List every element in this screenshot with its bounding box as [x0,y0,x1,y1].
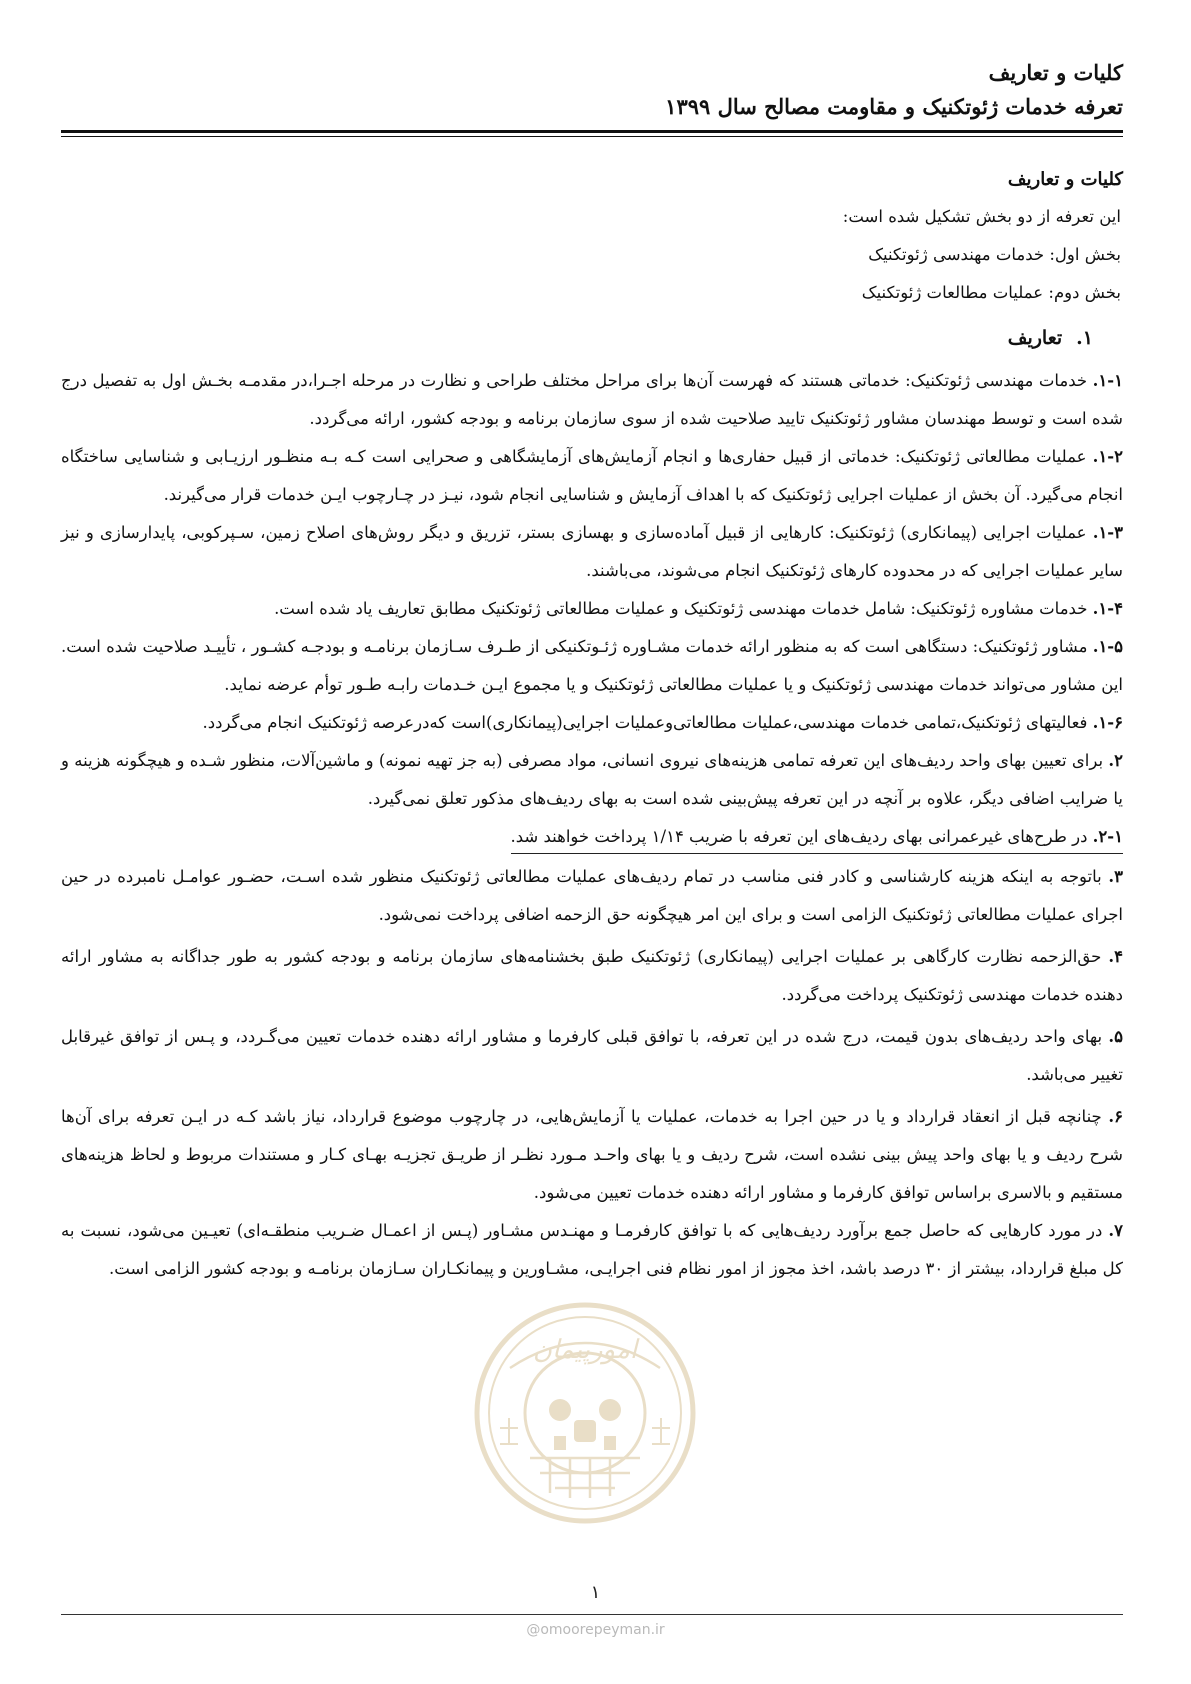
svg-text:امورپیمان: امورپیمان [532,1335,638,1365]
paragraph-number: ۱-۳. [1092,523,1124,542]
paragraph-number: ۱-۶. [1092,713,1123,732]
paragraph-1-6 [61,704,1123,742]
paragraph-number: ۴. [1108,947,1124,966]
page-number: ۱ [590,1582,601,1603]
intro-line: بخش اول: خدمات مهندسی ژئوتکنیک [868,245,1121,264]
paragraph-7 [61,1212,1123,1288]
paragraph-text: حق‌الزحمه نظارت کارگاهی بر عملیات اجرایی (پیمانکاری) ژئوتکنیک طبق بخشنامه‌های سازمان برنامه و بودجه کشور به طور جداگانه به مشاور ارائه دهنده خدمات مهندسی ژئوتکنیک پرداخت می‌گردد. [61,947,1123,1004]
paragraph-number: ۱-۱. [1092,371,1123,390]
paragraph-2-1 [61,818,1123,858]
definitions-heading [61,316,1123,360]
paragraph-text: عملیات اجرایی (پیمانکاری) ژئوتکنیک: کارهایی از قبیل آماده‌سازی و بهسازی بستر، تزریق و دیگر روش‌های اصلاح زمین، سـپرکوبی، پایدارسازی و نیز سایر عملیات اجرایی که در محدوده کارهای ژئوتکنیک انجام می‌شوند، می‌باشند. [61,523,1123,580]
paragraph-2 [61,742,1123,818]
paragraph-number: ۲. [1108,751,1123,770]
paragraph-1-5 [61,628,1123,704]
paragraph-3 [61,858,1123,934]
footer-rule [61,1614,1123,1615]
page-header [83,56,1123,124]
paragraph-1-2 [61,438,1123,514]
paragraph-1-3 [61,514,1123,590]
paragraph-text: برای تعیین بهای واحد ردیف‌های این تعرفه تمامی هزینه‌های نیروی انسانی، مواد مصرفی (به جز تهیه نمونه) و ماشین‌آلات، منظور شـده و هیچگونه هزینه و یا ضرایب اضافی دیگر، علاوه بر آنچه در این تعرفه پیش‌بینی شده است به بهای ردیف‌های مذکور تعلق نمی‌گیرد. [61,751,1123,808]
section-title: کلیات و تعاریف [1007,169,1123,190]
paragraph-text: خدمات مهندسی ژئوتکنیک: خدماتی هستند که فهرست آن‌ها برای مراحل مختلف طراحی و نظارت در مرحله اجـرا،در مقدمـه بخـش اول به تفصیل درج شده است و توسط مهندسان مشاور ژئوتکنیک تایید صلاحیت شده از سوی سازمان برنامه و بودجه کشور، ارائه می‌گردد. [61,371,1123,428]
paragraph-number: ۳. [1108,867,1123,886]
paragraph-text: چنانچه قبل از انعقاد قرارداد و یا در حین اجرا به خدمات، عملیات یا آزمایش‌هایی، در چارچوب موضوع قرارداد، نیاز باشد کـه در ایـن تعرفه برای آن‌ها شرح ردیف و یا بهای واحد پیش بینی نشده است، شرح ردیف و یا بهای واحـد مـورد نظـر از طریـق تجزیـه بهـای کـار و مستندات مربوط و لحاظ هزینه‌های مستقیم و بالاسری براساس توافق کارفرما و مشاور ارائه دهنده خدمات تعیین می‌شود. [61,1107,1123,1202]
seal-logo-icon [470,1298,700,1528]
header-subtitle: تعرفه خدمات ژئوتکنیک و مقاومت مصالح سال ۱۳۹۹ [665,94,1123,119]
paragraph-number: ۱-۵. [1092,637,1124,656]
paragraph-text: در مورد کارهایی که حاصل جمع برآورد ردیف‌هایی که با توافق کارفرمـا و مهنـدس مشـاور (پـس از اعمـال ضـریب منطقـه‌ای) تعیـین می‌شود، نسبت به کل مبلغ قرارداد، بیشتر از ۳۰ درصد باشد، اخذ مجوز از امور نظام فنی اجرایـی، مشـاورین و پیمانکـاران سـازمان برنامـه و بودجه کشور الزامی است. [61,1221,1123,1278]
paragraph-text: خدمات مشاوره ژئوتکنیک: شامل خدمات مهندسی ژئوتکنیک و عملیات مطالعاتی ژئوتکنیک مطابق تعاریف یاد شده است. [274,599,1088,618]
underlined-note [511,822,1124,854]
intro-line: این تعرفه از دو بخش تشکیل شده است: [842,207,1121,226]
paragraph-5 [61,1018,1123,1094]
document-body [61,162,1123,1288]
paragraph-text: باتوجه به اینکه هزینه کارشناسی و کادر فنی مناسب در تمام ردیف‌های عملیات مطالعاتی ژئوتکنیک منظور شده اسـت، حضـور عوامـل نامبرده در حین اجرای عملیات مطالعاتی ژئوتکنیک الزامی است و برای این امر هیچگونه حق الزحمه اضافی پرداخت نمی‌شود. [61,867,1123,924]
paragraph-text: عملیات مطالعاتی ژئوتکنیک: خدماتی از قبیل حفاری‌ها و انجام آزمایش‌های آزمایشگاهی و صحرایی است کـه بـه منظـور ارزیـابی و شناسایی ساختگاه انجام می‌گیرد. آن بخش از عملیات اجرایی ژئوتکنیک که با اهداف آزمایش و شناسایی انجام شود، نیـز در چـارچوب ایـن خدمات قرار می‌گیرند. [61,447,1123,504]
paragraph-number: ۷. [1108,1221,1123,1240]
header-title: کلیات و تعاریف [988,60,1123,85]
header-rule-thin [61,136,1123,137]
paragraph-4 [61,938,1123,1014]
paragraph-1-4 [61,590,1123,628]
paragraph-number: ۱-۴. [1092,599,1123,618]
website-watermark: @omoorepeyman.ir [526,1622,665,1638]
paragraph-number: ۱-۲. [1092,447,1123,466]
intro-line: بخش دوم: عملیات مطالعات ژئوتکنیک [861,283,1121,302]
definitions-heading-number: ۱. [1076,327,1093,349]
header-rule-thick [61,130,1123,133]
paragraph-number: ۵. [1108,1027,1123,1046]
paragraph-1-1 [61,362,1123,438]
paragraph-text: فعالیتهای ژئوتکنیک،تمامی خدمات مهندسی،عملیات مطالعاتی‌وعملیات اجرایی(پیمانکاری)است که‌درعرصه ژئوتکنیک انجام می‌گردد. [202,713,1088,732]
paragraph-number: ۲-۱. [1092,827,1123,846]
paragraph-text: مشاور ژئوتکنیک: دستگاهی است که به منظور ارائه خدمات مشـاوره ژئـوتکنیکی از طـرف سـازمان برنامـه و بودجـه کشـور ، تأییـد صلاحیت شده است. این مشاور می‌تواند خدمات مهندسی ژئوتکنیک و یا عملیات مطالعاتی ژئوتکنیک و یا مجموع ایـن خـدمات رابـه طـور توأم عرضه نماید. [61,637,1123,694]
definitions-heading-title: تعاریف [1007,327,1063,349]
paragraph-text: بهای واحد ردیف‌های بدون قیمت، درج شده در این تعرفه، با توافق قبلی کارفرما و مشاور ارائه دهنده خدمات تعیین می‌گـردد، و پـس از توافق غیرقابل تغییر می‌باشد. [61,1027,1123,1084]
paragraph-6 [61,1098,1123,1212]
paragraph-number: ۶. [1108,1107,1123,1126]
paragraph-text: در طرح‌های غیرعمرانی بهای ردیف‌های این تعرفه با ضریب ۱/۱۴ پرداخت خواهند شد. [510,827,1088,846]
